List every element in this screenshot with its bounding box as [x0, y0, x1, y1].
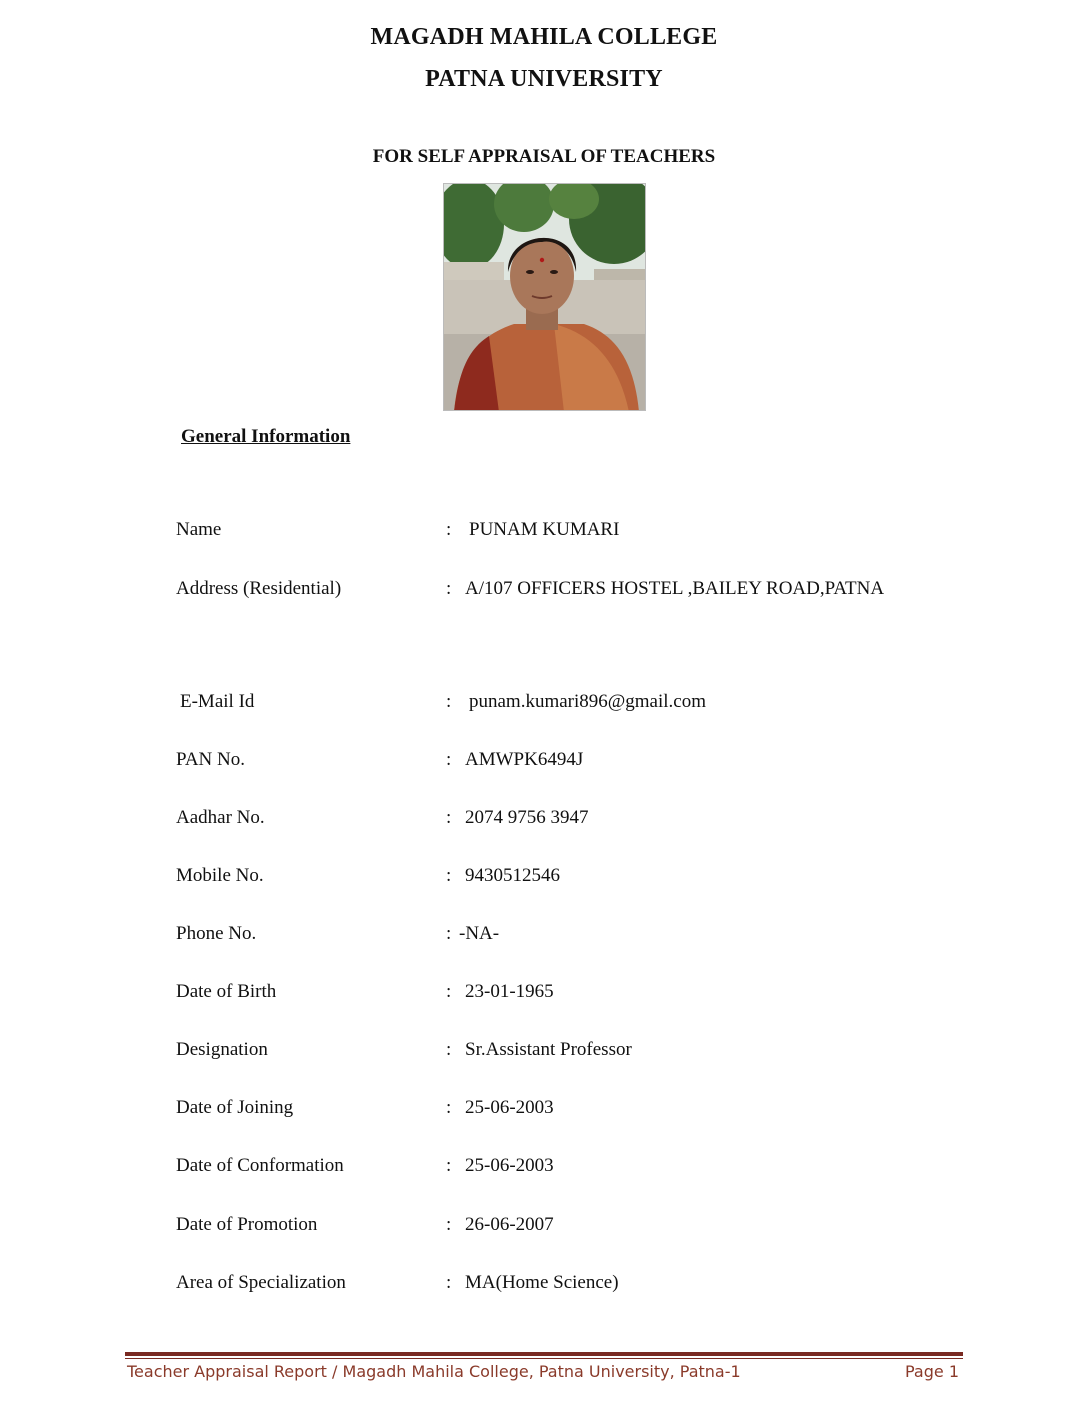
- field-row-mobile: [0, 865, 1088, 895]
- field-label: Name: [176, 519, 222, 540]
- field-colon: :: [446, 1039, 452, 1060]
- field-value: 25-06-2003: [465, 1155, 554, 1176]
- field-colon: :: [446, 1214, 452, 1235]
- field-colon: :: [446, 923, 452, 944]
- field-value: Sr.Assistant Professor: [465, 1039, 632, 1060]
- field-colon: :: [446, 1155, 452, 1176]
- field-label: Mobile No.: [176, 865, 264, 886]
- field-value: 25-06-2003: [465, 1097, 554, 1118]
- field-colon: :: [446, 691, 452, 712]
- field-label: Date of Conformation: [176, 1155, 344, 1176]
- field-row-email: [0, 691, 1088, 721]
- field-value: 9430512546: [465, 865, 560, 886]
- field-colon: :: [446, 807, 452, 828]
- field-colon: :: [446, 865, 452, 886]
- field-label: Phone No.: [176, 923, 257, 944]
- field-value: punam.kumari896@gmail.com: [469, 691, 707, 712]
- footer-report-title: Teacher Appraisal Report / Magadh Mahila College, Patna University, Patna-1: [127, 1362, 741, 1381]
- field-row-date-of-birth: [0, 981, 1088, 1011]
- college-title: MAGADH MAHILA COLLEGE: [370, 24, 718, 50]
- field-label: Date of Promotion: [176, 1214, 318, 1235]
- form-title: FOR SELF APPRAISAL OF TEACHERS: [372, 146, 716, 167]
- field-label: Date of Birth: [176, 981, 277, 1002]
- field-label: Date of Joining: [176, 1097, 294, 1118]
- teacher-photo: [443, 183, 646, 411]
- field-row-date-of-promotion: [0, 1214, 1088, 1244]
- field-colon: :: [446, 749, 452, 770]
- field-colon: :: [446, 1272, 452, 1293]
- field-colon: :: [446, 1097, 452, 1118]
- field-value: 2074 9756 3947: [465, 807, 589, 828]
- field-row-name: [0, 519, 1088, 549]
- field-row-designation: [0, 1039, 1088, 1069]
- field-row-date-of-conformation: [0, 1155, 1088, 1185]
- field-value: MA(Home Science): [465, 1272, 619, 1293]
- field-label: Designation: [176, 1039, 268, 1060]
- field-row-date-of-joining: [0, 1097, 1088, 1127]
- field-value: 26-06-2007: [465, 1214, 554, 1235]
- footer-divider: [125, 1352, 963, 1356]
- field-value: AMWPK6494J: [465, 749, 584, 770]
- field-value: A/107 OFFICERS HOSTEL ,BAILEY ROAD,PATNA: [465, 578, 885, 599]
- field-label: PAN No.: [176, 749, 245, 770]
- field-label: Address (Residential): [176, 578, 342, 599]
- field-row-phone: [0, 923, 1088, 953]
- university-title: PATNA UNIVERSITY: [425, 66, 663, 92]
- field-row-aadhar: [0, 807, 1088, 837]
- footer-divider-thin: [125, 1358, 963, 1359]
- footer-page-number: Page 1: [905, 1362, 959, 1381]
- field-colon: :: [446, 519, 452, 540]
- field-value: -NA-: [459, 923, 500, 944]
- field-row-address: [0, 578, 1088, 608]
- field-colon: :: [446, 578, 452, 599]
- field-label: Area of Specialization: [176, 1272, 346, 1293]
- field-value: 23-01-1965: [465, 981, 554, 1002]
- field-row-area-of-specialization: [0, 1272, 1088, 1302]
- field-row-pan: [0, 749, 1088, 779]
- field-label: E-Mail Id: [180, 691, 255, 712]
- field-colon: :: [446, 981, 452, 1002]
- field-label: Aadhar No.: [176, 807, 265, 828]
- section-heading-general-information: General Information: [181, 426, 351, 447]
- field-value: PUNAM KUMARI: [469, 519, 620, 540]
